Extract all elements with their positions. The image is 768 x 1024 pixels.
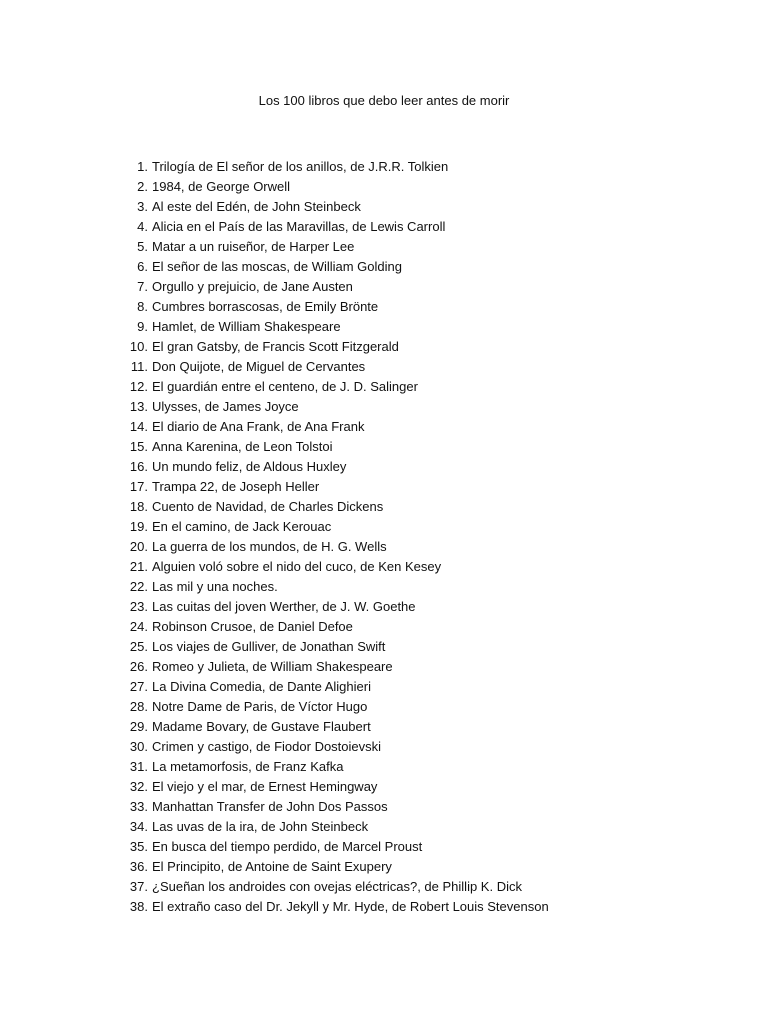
list-item-text: Hamlet, de William Shakespeare — [152, 319, 341, 334]
list-item-number: 10. — [129, 339, 148, 354]
list-item-text: La metamorfosis, de Franz Kafka — [152, 759, 344, 774]
list-item-number: 30. — [129, 739, 148, 754]
list-item-number: 4. — [137, 219, 148, 234]
list-item — [110, 537, 750, 557]
list-item-number: 31. — [129, 759, 148, 774]
list-item-number: 26. — [129, 659, 148, 674]
list-item-number: 23. — [129, 599, 148, 614]
list-item-text: El guardián entre el centeno, de J. D. Salinger — [152, 379, 418, 394]
list-item — [110, 317, 750, 337]
list-item — [110, 697, 750, 717]
list-item-text: La guerra de los mundos, de H. G. Wells — [152, 539, 387, 554]
list-item-text: Cumbres borrascosas, de Emily Brönte — [152, 299, 379, 314]
list-item-number: 14. — [129, 419, 148, 434]
list-item-number: 18. — [129, 499, 148, 514]
list-item-text: Al este del Edén, de John Steinbeck — [152, 199, 361, 214]
list-item — [110, 817, 750, 837]
list-item-text: Crimen y castigo, de Fiodor Dostoievski — [152, 739, 382, 754]
list-item — [110, 617, 750, 637]
list-item-text: Los viajes de Gulliver, de Jonathan Swift — [152, 639, 386, 654]
list-item — [110, 437, 750, 457]
list-item — [110, 237, 750, 257]
list-item — [110, 517, 750, 537]
list-item-text: Trampa 22, de Joseph Heller — [152, 479, 320, 494]
list-item-number: 17. — [129, 479, 148, 494]
list-item-number: 5. — [137, 239, 148, 254]
list-item-text: El gran Gatsby, de Francis Scott Fitzgerald — [152, 339, 399, 354]
list-item-number: 34. — [129, 819, 148, 834]
list-item-number: 20. — [129, 539, 148, 554]
list-item — [110, 577, 750, 597]
list-item-text: Alguien voló sobre el nido del cuco, de Ken Kesey — [152, 559, 442, 574]
list-item — [110, 657, 750, 677]
list-item-text: Las uvas de la ira, de John Steinbeck — [152, 819, 369, 834]
list-item-number: 35. — [129, 839, 148, 854]
list-item — [110, 177, 750, 197]
list-item — [110, 797, 750, 817]
list-item — [110, 637, 750, 657]
list-item — [110, 337, 750, 357]
list-item-text: El viejo y el mar, de Ernest Hemingway — [152, 779, 378, 794]
list-item-text: En el camino, de Jack Kerouac — [152, 519, 332, 534]
book-list — [110, 157, 750, 917]
list-item — [110, 397, 750, 417]
list-item-text: Alicia en el País de las Maravillas, de Lewis Carroll — [152, 219, 446, 234]
list-item-text: Madame Bovary, de Gustave Flaubert — [152, 719, 371, 734]
list-item-number: 16. — [129, 459, 148, 474]
list-item-number: 13. — [129, 399, 148, 414]
list-item-number: 11. — [130, 359, 148, 374]
list-item-number: 15. — [129, 439, 148, 454]
list-item — [110, 897, 750, 917]
list-item-number: 22. — [129, 579, 148, 594]
list-item-text: Anna Karenina, de Leon Tolstoi — [152, 439, 333, 454]
document-title: Los 100 libros que debo leer antes de morir — [258, 93, 510, 108]
list-item-number: 12. — [129, 379, 148, 394]
list-item — [110, 777, 750, 797]
list-item-number: 32. — [129, 779, 148, 794]
list-item — [110, 757, 750, 777]
list-item-text: El diario de Ana Frank, de Ana Frank — [152, 419, 365, 434]
list-item-number: 1. — [137, 159, 148, 174]
list-item — [110, 737, 750, 757]
list-item-number: 6. — [137, 259, 148, 274]
list-item-text: El señor de las moscas, de William Golding — [152, 259, 402, 274]
list-item — [110, 497, 750, 517]
list-item-number: 37. — [129, 879, 148, 894]
list-item-text: Don Quijote, de Miguel de Cervantes — [152, 359, 366, 374]
list-item-text: Manhattan Transfer de John Dos Passos — [152, 799, 388, 814]
list-item-text: Las cuitas del joven Werther, de J. W. Goethe — [152, 599, 416, 614]
list-item-number: 21. — [129, 559, 148, 574]
list-item-number: 19. — [129, 519, 148, 534]
list-item-number: 28. — [129, 699, 148, 714]
list-item-text: El Principito, de Antoine de Saint Exupery — [152, 859, 392, 874]
list-item-text: El extraño caso del Dr. Jekyll y Mr. Hyde, de Robert Louis Stevenson — [152, 899, 549, 914]
list-item-text: ¿Sueñan los androides con ovejas eléctricas?, de Phillip K. Dick — [152, 879, 522, 894]
list-item-number: 24. — [129, 619, 148, 634]
list-item-text: 1984, de George Orwell — [152, 179, 291, 194]
list-item-text: Las mil y una noches. — [152, 579, 278, 594]
list-item-text: Un mundo feliz, de Aldous Huxley — [152, 459, 347, 474]
list-item — [110, 157, 750, 177]
list-item-number: 2. — [137, 179, 148, 194]
list-item-text: Robinson Crusoe, de Daniel Defoe — [152, 619, 353, 634]
list-item-text: Notre Dame de Paris, de Víctor Hugo — [152, 699, 368, 714]
list-item-number: 27. — [129, 679, 148, 694]
list-item-text: La Divina Comedia, de Dante Alighieri — [152, 679, 371, 694]
list-item — [110, 457, 750, 477]
list-item — [110, 857, 750, 877]
list-item — [110, 257, 750, 277]
list-item-number: 3. — [137, 199, 148, 214]
list-item-text: Orgullo y prejuicio, de Jane Austen — [152, 279, 353, 294]
list-item-text: Romeo y Julieta, de William Shakespeare — [152, 659, 393, 674]
list-item-number: 38. — [129, 899, 148, 914]
list-item — [110, 877, 750, 897]
list-item-number: 7. — [137, 279, 148, 294]
list-item — [110, 477, 750, 497]
list-item — [110, 357, 750, 377]
list-item — [110, 557, 750, 577]
list-item-text: Trilogía de El señor de los anillos, de J.R.R. Tolkien — [152, 159, 449, 174]
list-item — [110, 597, 750, 617]
list-item — [110, 377, 750, 397]
list-item — [110, 717, 750, 737]
list-item-number: 9. — [137, 319, 148, 334]
list-item — [110, 417, 750, 437]
list-item-number: 33. — [129, 799, 148, 814]
list-item-number: 25. — [129, 639, 148, 654]
list-item-number: 36. — [129, 859, 148, 874]
list-item-text: En busca del tiempo perdido, de Marcel Proust — [152, 839, 423, 854]
list-item-number: 29. — [129, 719, 148, 734]
list-item — [110, 197, 750, 217]
list-item — [110, 677, 750, 697]
list-item-text: Matar a un ruiseñor, de Harper Lee — [152, 239, 355, 254]
list-item-number: 8. — [137, 299, 148, 314]
list-item — [110, 217, 750, 237]
list-item-text: Ulysses, de James Joyce — [152, 399, 299, 414]
list-item — [110, 837, 750, 857]
list-item-text: Cuento de Navidad, de Charles Dickens — [152, 499, 384, 514]
list-item — [110, 277, 750, 297]
list-item — [110, 297, 750, 317]
